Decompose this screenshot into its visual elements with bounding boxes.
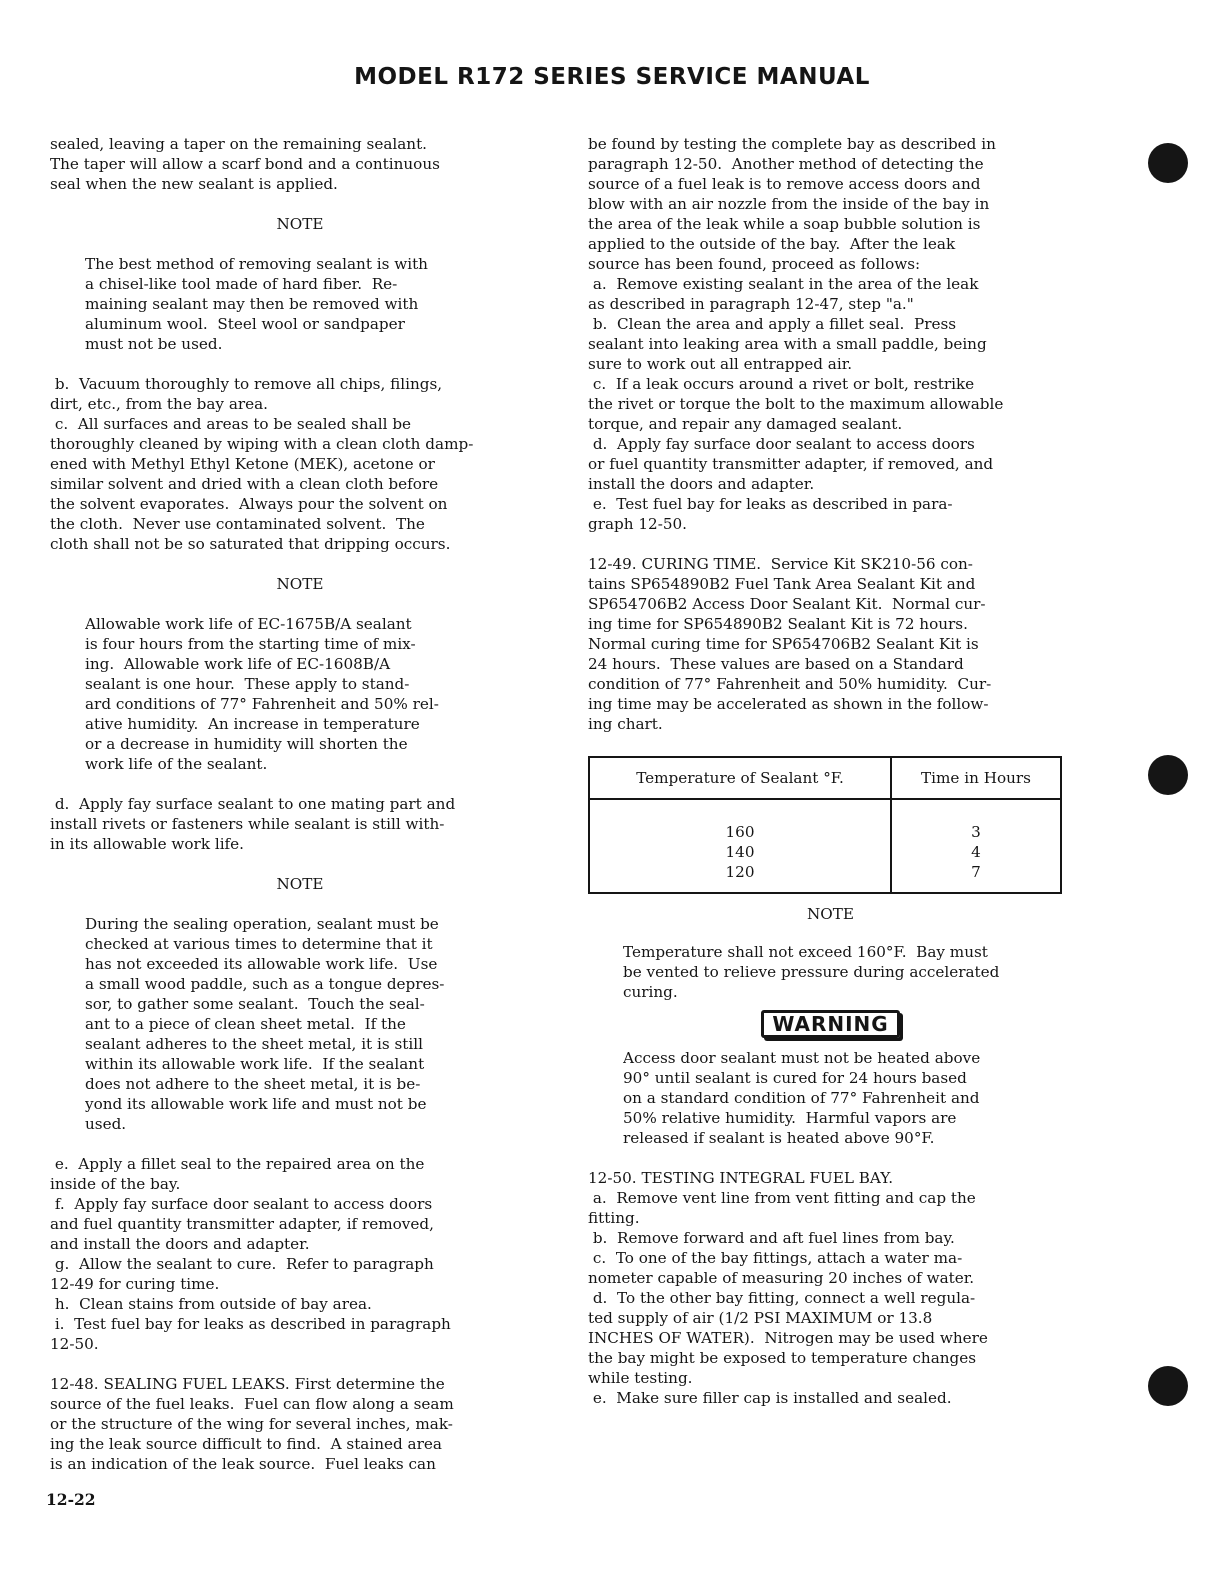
text-line: ing time may be accelerated as shown in the follow- xyxy=(588,695,989,713)
text-line: d. Apply fay surface sealant to one mating part and xyxy=(50,795,456,813)
text-line: c. If a leak occurs around a rivet or bolt, restrike xyxy=(588,375,975,393)
text-line: is an indication of the leak source. Fuel leaks can xyxy=(50,1455,436,1473)
text-line: seal when the new sealant is applied. xyxy=(50,175,338,193)
text-line: 12-50. TESTING INTEGRAL FUEL BAY. xyxy=(588,1169,894,1187)
note-removing-sealant xyxy=(50,254,550,354)
text-line: INCHES OF WATER). Nitrogen may be used where xyxy=(588,1329,988,1347)
text-line: or the structure of the wing for several inches, mak- xyxy=(50,1415,453,1433)
text-line: dirt, etc., from the bay area. xyxy=(50,395,269,413)
text-line: is four hours from the starting time of mix- xyxy=(85,635,416,653)
warning-text xyxy=(588,1048,1073,1148)
binder-hole-icon xyxy=(1148,143,1188,183)
table-cell: 7 xyxy=(971,863,981,881)
text-line: install the doors and adapter. xyxy=(588,475,815,493)
paragraph-repair-steps xyxy=(50,1154,550,1354)
table-header-temperature: Temperature of Sealant °F. xyxy=(589,757,891,799)
text-line: or fuel quantity transmitter adapter, if removed, and xyxy=(588,455,994,473)
text-line: the solvent evaporates. Always pour the solvent on xyxy=(50,495,448,513)
text-line: torque, and repair any damaged sealant. xyxy=(588,415,903,433)
text-line: b. Clean the area and apply a fillet seal. Press xyxy=(588,315,957,333)
paragraph-sealant-taper xyxy=(50,134,550,194)
text-line: checked at various times to determine that it xyxy=(85,935,433,953)
text-line: cloth shall not be so saturated that dripping occurs. xyxy=(50,535,451,553)
text-line: source of the fuel leaks. Fuel can flow along a seam xyxy=(50,1395,454,1413)
text-line: be found by testing the complete bay as described in xyxy=(588,135,996,153)
text-line: thoroughly cleaned by wiping with a clean cloth damp- xyxy=(50,435,474,453)
text-line: sealed, leaving a taper on the remaining sealant. xyxy=(50,135,428,153)
text-line: a small wood paddle, such as a tongue depres- xyxy=(85,975,445,993)
paragraph-12-49-curing-time xyxy=(588,554,1073,734)
table-cell: 3 xyxy=(971,823,981,841)
table-temperature-values xyxy=(589,799,891,893)
table-cell: 160 xyxy=(725,823,755,841)
text-line: within its allowable work life. If the sealant xyxy=(85,1055,425,1073)
text-line: ing time for SP654890B2 Sealant Kit is 72 hours. xyxy=(588,615,968,633)
table-cell: 4 xyxy=(971,843,981,861)
text-line: ing chart. xyxy=(588,715,663,733)
binder-hole-icon xyxy=(1148,755,1188,795)
warning-banner xyxy=(588,1010,1073,1038)
text-line: h. Clean stains from outside of bay area. xyxy=(50,1295,372,1313)
table-header-time: Time in Hours xyxy=(891,757,1061,799)
text-line: the bay might be exposed to temperature changes xyxy=(588,1349,977,1367)
text-line: 12-49. CURING TIME. Service Kit SK210-56 con- xyxy=(588,555,973,573)
note-heading: NOTE xyxy=(276,215,324,233)
text-line: condition of 77° Fahrenheit and 50% humidity. Cur- xyxy=(588,675,992,693)
text-line: sure to work out all entrapped air. xyxy=(588,355,853,373)
note-heading: NOTE xyxy=(276,875,324,893)
table-hours-values xyxy=(891,799,1061,893)
text-line: has not exceeded its allowable work life. Use xyxy=(85,955,438,973)
text-line: the cloth. Never use contaminated solvent. The xyxy=(50,515,425,533)
text-line: e. Test fuel bay for leaks as described in para- xyxy=(588,495,953,513)
text-line: yond its allowable work life and must not be xyxy=(85,1095,427,1113)
text-line: d. Apply fay surface door sealant to access doors xyxy=(588,435,975,453)
text-line: paragraph 12-50. Another method of detecting the xyxy=(588,155,984,173)
text-line: and install the doors and adapter. xyxy=(50,1235,310,1253)
text-line: be vented to relieve pressure during accelerated xyxy=(623,963,1000,981)
text-line: source of a fuel leak is to remove access doors and xyxy=(588,175,981,193)
text-line: install rivets or fasteners while sealant is still with- xyxy=(50,815,445,833)
paragraph-cleaning-steps xyxy=(50,374,550,554)
text-line: graph 12-50. xyxy=(588,515,687,533)
text-line: inside of the bay. xyxy=(50,1175,181,1193)
text-line: ted supply of air (1/2 PSI MAXIMUM or 13.8 xyxy=(588,1309,933,1327)
warning-label: WARNING xyxy=(761,1010,899,1038)
text-line: Temperature shall not exceed 160°F. Bay must xyxy=(623,943,988,961)
text-line: in its allowable work life. xyxy=(50,835,244,853)
text-line: f. Apply fay surface door sealant to access doors xyxy=(50,1195,433,1213)
text-line: 12-50. xyxy=(50,1335,99,1353)
text-line: ing. Allowable work life of EC-1608B/A xyxy=(85,655,391,673)
text-line: and fuel quantity transmitter adapter, if removed, xyxy=(50,1215,434,1233)
paragraph-leak-detection xyxy=(588,134,1073,534)
text-line: a chisel-like tool made of hard fiber. Re- xyxy=(85,275,398,293)
text-line: d. To the other bay fitting, connect a well regula- xyxy=(588,1289,976,1307)
text-line: e. Make sure filler cap is installed and sealed. xyxy=(588,1389,952,1407)
right-column xyxy=(588,134,1073,1408)
text-line: c. To one of the bay fittings, attach a water ma- xyxy=(588,1249,963,1267)
text-line: e. Apply a fillet seal to the repaired area on the xyxy=(50,1155,425,1173)
text-line: work life of the sealant. xyxy=(85,755,268,773)
text-line: sor, to gather some sealant. Touch the seal- xyxy=(85,995,425,1013)
note-sealing-operation xyxy=(50,914,550,1134)
curing-time-table xyxy=(588,756,1062,894)
text-line: source has been found, proceed as follows: xyxy=(588,255,921,273)
paragraph-fay-surface xyxy=(50,794,550,854)
text-line: used. xyxy=(85,1115,127,1133)
text-line: b. Vacuum thoroughly to remove all chips, filings, xyxy=(50,375,443,393)
text-line: i. Test fuel bay for leaks as described in paragraph xyxy=(50,1315,451,1333)
text-line: the area of the leak while a soap bubble solution is xyxy=(588,215,981,233)
text-line: c. All surfaces and areas to be sealed shall be xyxy=(50,415,412,433)
text-line: ant to a piece of clean sheet metal. If the xyxy=(85,1015,406,1033)
text-line: ened with Methyl Ethyl Ketone (MEK), acetone or xyxy=(50,455,435,473)
text-line: ing the leak source difficult to find. A stained area xyxy=(50,1435,442,1453)
text-line: blow with an air nozzle from the inside of the bay in xyxy=(588,195,990,213)
text-line: aluminum wool. Steel wool or sandpaper xyxy=(85,315,405,333)
text-line: 90° until sealant is cured for 24 hours based xyxy=(623,1069,967,1087)
text-line: g. Allow the sealant to cure. Refer to paragraph xyxy=(50,1255,434,1273)
text-line: SP654706B2 Access Door Sealant Kit. Normal cur- xyxy=(588,595,986,613)
text-line: a. Remove existing sealant in the area of the leak xyxy=(588,275,979,293)
paragraph-12-48-sealing-fuel-leaks xyxy=(50,1374,550,1474)
text-line: b. Remove forward and aft fuel lines from bay. xyxy=(588,1229,955,1247)
text-line: as described in paragraph 12-47, step "a." xyxy=(588,295,914,313)
note-work-life xyxy=(50,614,550,774)
text-line: Access door sealant must not be heated above xyxy=(623,1049,981,1067)
table-cell: 140 xyxy=(725,843,755,861)
text-line: a. Remove vent line from vent fitting and cap the xyxy=(588,1189,976,1207)
text-line: During the sealing operation, sealant must be xyxy=(85,915,439,933)
binder-hole-icon xyxy=(1148,1366,1188,1406)
text-line: or a decrease in humidity will shorten the xyxy=(85,735,408,753)
text-line: Normal curing time for SP654706B2 Sealant Kit is xyxy=(588,635,979,653)
page-number: 12-22 xyxy=(46,1490,96,1509)
text-line: 24 hours. These values are based on a Standard xyxy=(588,655,964,673)
text-line: ative humidity. An increase in temperature xyxy=(85,715,420,733)
text-line: 50% relative humidity. Harmful vapors are xyxy=(623,1109,957,1127)
text-line: while testing. xyxy=(588,1369,693,1387)
text-line: applied to the outside of the bay. After the leak xyxy=(588,235,956,253)
text-line: on a standard condition of 77° Fahrenheit and xyxy=(623,1089,980,1107)
text-line: tains SP654890B2 Fuel Tank Area Sealant Kit and xyxy=(588,575,976,593)
text-line: fitting. xyxy=(588,1209,640,1227)
paragraph-12-50-testing-fuel-bay xyxy=(588,1168,1073,1408)
text-line: sealant into leaking area with a small paddle, being xyxy=(588,335,987,353)
table-cell: 120 xyxy=(725,863,755,881)
text-line: released if sealant is heated above 90°F. xyxy=(623,1129,935,1147)
text-line: ard conditions of 77° Fahrenheit and 50% rel- xyxy=(85,695,439,713)
text-line: 12-49 for curing time. xyxy=(50,1275,220,1293)
text-line: curing. xyxy=(623,983,678,1001)
note-temperature-limit xyxy=(588,942,1073,1002)
text-line: Allowable work life of EC-1675B/A sealant xyxy=(85,615,412,633)
left-column xyxy=(50,134,550,1474)
page-header-title: MODEL R172 SERIES SERVICE MANUAL xyxy=(354,64,870,90)
note-heading: NOTE xyxy=(276,575,324,593)
text-line: sealant is one hour. These apply to stand- xyxy=(85,675,410,693)
text-line: maining sealant may then be removed with xyxy=(85,295,419,313)
text-line: sealant adheres to the sheet metal, it is still xyxy=(85,1035,423,1053)
text-line: similar solvent and dried with a clean cloth before xyxy=(50,475,439,493)
text-line: the rivet or torque the bolt to the maximum allowable xyxy=(588,395,1004,413)
text-line: nometer capable of measuring 20 inches of water. xyxy=(588,1269,975,1287)
text-line: The best method of removing sealant is with xyxy=(85,255,428,273)
text-line: does not adhere to the sheet metal, it is be- xyxy=(85,1075,421,1093)
text-line: must not be used. xyxy=(85,335,223,353)
text-line: The taper will allow a scarf bond and a continuous xyxy=(50,155,440,173)
note-heading: NOTE xyxy=(807,905,854,923)
text-line: 12-48. SEALING FUEL LEAKS. First determine the xyxy=(50,1375,445,1393)
